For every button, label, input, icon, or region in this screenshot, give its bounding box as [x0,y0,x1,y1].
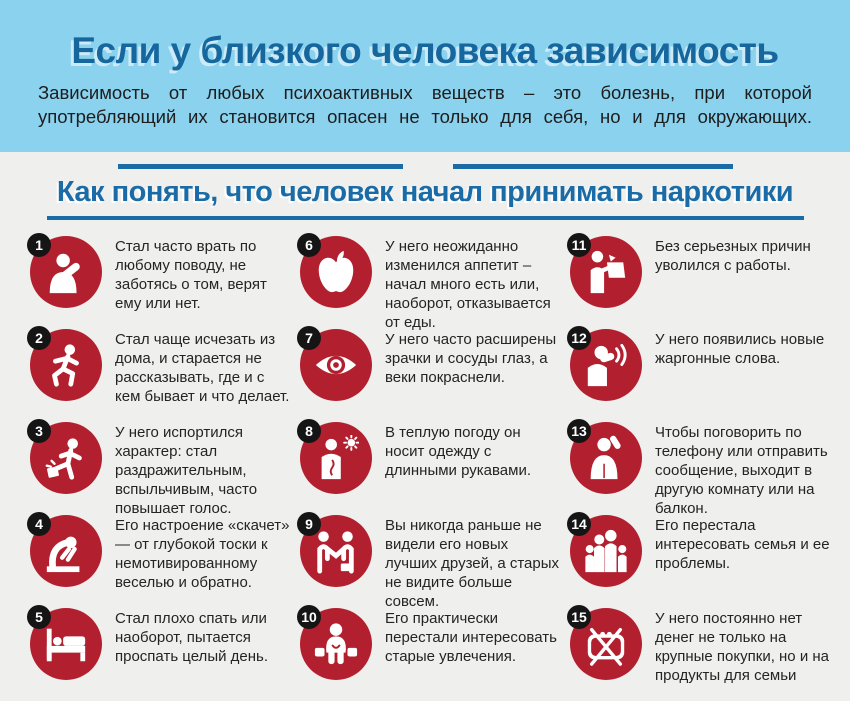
sign-number-badge: 2 [27,326,51,350]
sign-number-badge: 3 [27,419,51,443]
signs-grid [30,236,830,701]
sign-item [300,422,560,515]
divider-bar-left [118,164,403,169]
sign-text: Чтобы поговорить по телефону или отправить сообщение, выходит в другую комнату или на балкон. [655,424,828,517]
sign-text: Стал чаще исчезать из дома, и старается не рассказывать, где и с кем бывает и что делает. [115,331,290,405]
sign-icon-wrap [30,422,102,494]
sign-icon-wrap [570,515,642,587]
sign-icon-wrap [300,236,372,308]
sign-item [570,236,830,329]
sign-icon-wrap [300,515,372,587]
sign-text: Стал часто врать по любому поводу, не заботясь о том, верят ему или нет. [115,238,267,312]
sign-text: Стал плохо спать или наоборот, пытается проспать целый день. [115,610,269,665]
sign-item [300,608,560,701]
section-heading: Как понять, что человек начал принимать наркотики [56,176,794,208]
sign-icon-wrap [570,422,642,494]
sign-text: Вы никогда раньше не видели его новых лучших друзей, а старых не видите больше совсем. [385,517,560,610]
sign-item [30,515,290,608]
poster-title: Если у близкого человека зависимость [71,30,779,71]
sign-item [570,515,830,608]
sign-number-badge: 7 [297,326,321,350]
sign-icon-wrap [570,236,642,308]
sign-icon-wrap [30,236,102,308]
poster-subtitle: Зависимость от любых психоактивных веществ – это болезнь, при которой употребляющий их становится опасен не только для себя, но и для окружающих. [38,82,812,127]
sign-number-badge: 10 [297,605,321,629]
sign-item [30,329,290,422]
sign-number-badge: 5 [27,605,51,629]
sign-icon-wrap [30,608,102,680]
sign-text: Его перестала интересовать семья и ее проблемы. [655,517,830,572]
sign-number-badge: 8 [297,419,321,443]
divider-bar-right [453,164,733,169]
sign-number-badge: 13 [567,419,591,443]
sign-text: У него постоянно нет денег не только на крупные покупки, но и на продукты для семьи [655,610,829,684]
sign-item [570,422,830,515]
sign-icon-wrap [570,608,642,680]
sign-text: У него неожиданно изменился аппетит – начал много есть или, наоборот, отказывается от еды. [385,238,551,331]
sign-text: У него испортился характер: стал раздражительным, вспыльчивым, часто повышает голос. [115,424,258,517]
sign-number-badge: 12 [567,326,591,350]
sign-number-badge: 1 [27,233,51,257]
sign-item [300,515,560,608]
sign-icon-wrap [570,329,642,401]
sign-item [300,329,560,422]
sign-icon-wrap [300,608,372,680]
sign-number-badge: 9 [297,512,321,536]
sign-number-badge: 11 [567,233,591,257]
sign-item [570,608,830,701]
sign-item [30,422,290,515]
header-band [0,0,850,152]
sign-number-badge: 15 [567,605,591,629]
sign-icon-wrap [300,422,372,494]
sign-item [30,608,290,701]
sign-number-badge: 4 [27,512,51,536]
heading-underline [47,216,804,220]
sign-text: В теплую погоду он носит одежду с длинными рукавами. [385,424,532,479]
sign-icon-wrap [30,329,102,401]
sign-item [30,236,290,329]
sign-icon-wrap [30,515,102,587]
sign-icon-wrap [300,329,372,401]
sign-text: Без серьезных причин уволился с работы. [655,238,811,274]
sign-text: У него часто расширены зрачки и сосуды глаз, а веки покраснели. [385,331,557,386]
sign-text: Его практически перестали интересовать старые увлечения. [385,610,557,665]
sign-item [300,236,560,329]
sign-item [570,329,830,422]
sign-text: Его настроение «скачет» — от глубокой тоски к немотивированному веселью и обратно. [115,517,290,591]
sign-number-badge: 14 [567,512,591,536]
sign-number-badge: 6 [297,233,321,257]
sign-text: У него появились новые жаргонные слова. [655,331,825,367]
heading-divider-bars [0,164,850,169]
